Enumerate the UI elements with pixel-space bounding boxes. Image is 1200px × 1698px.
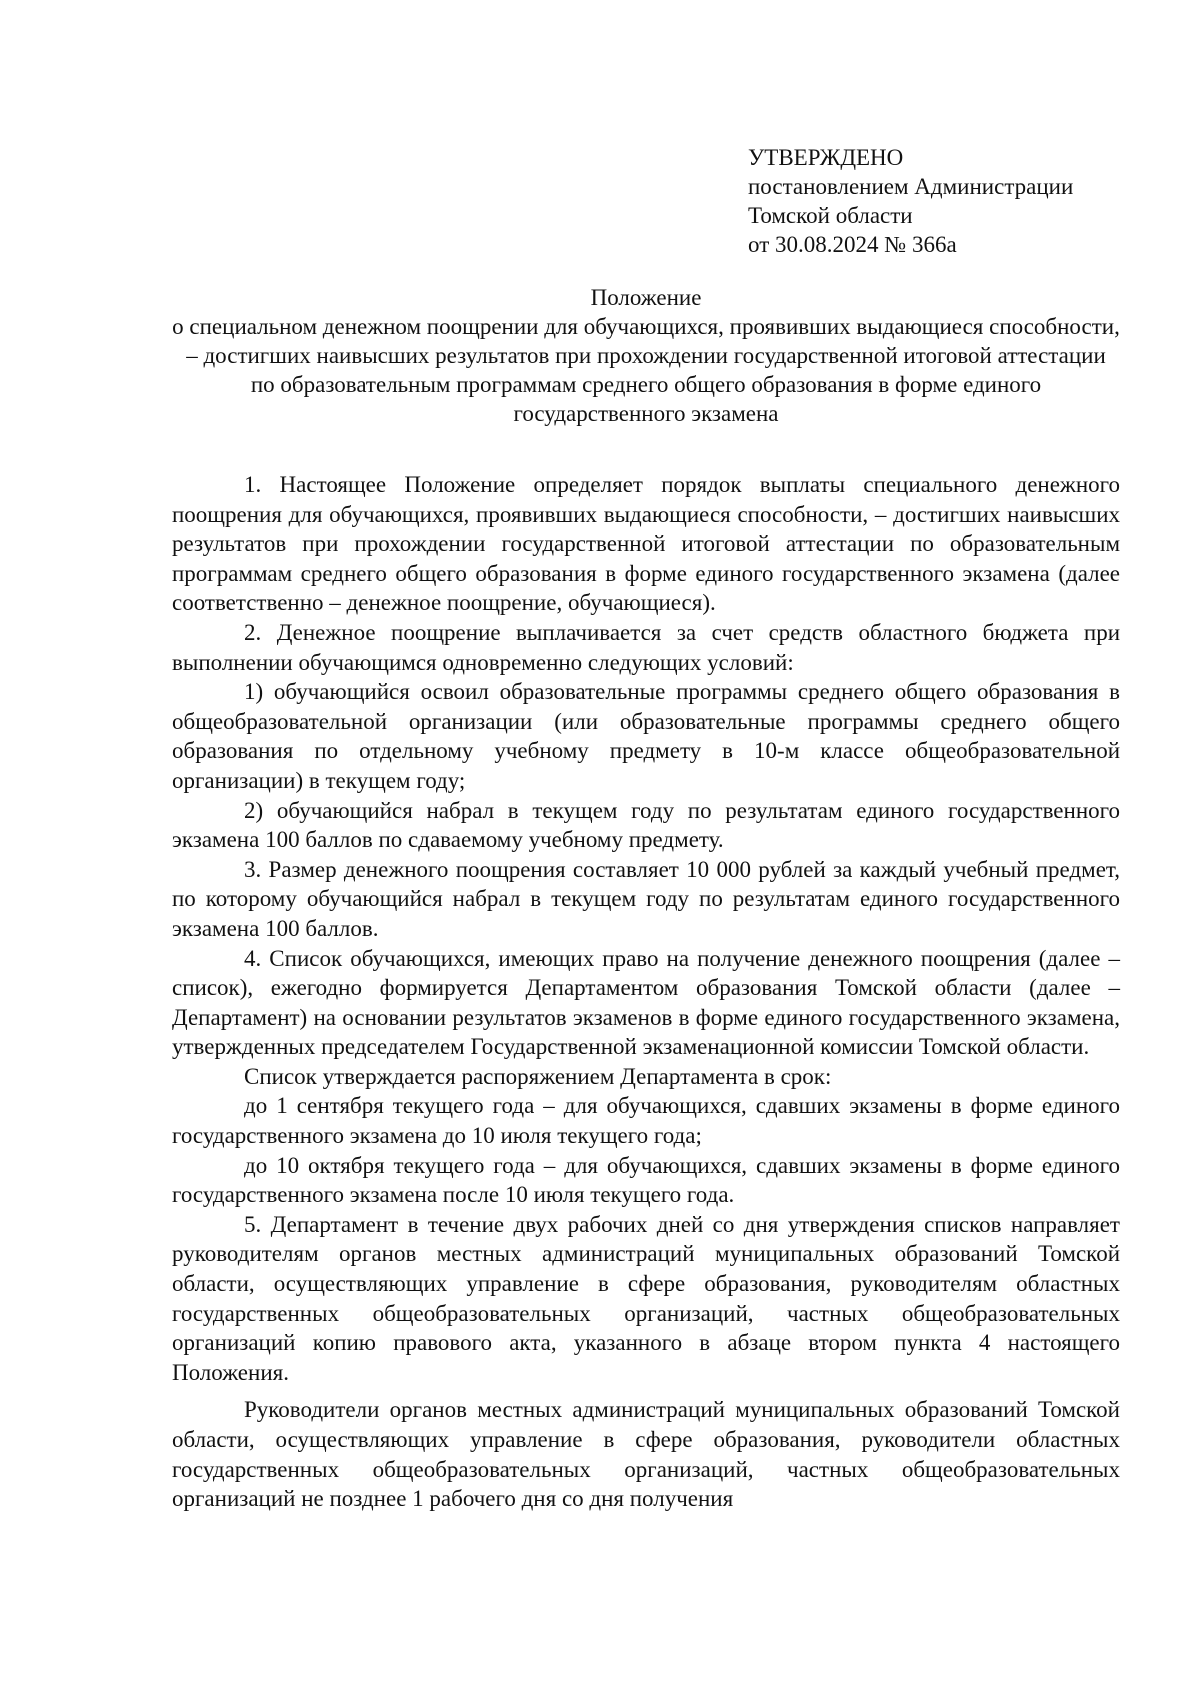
document-title-block	[172, 283, 1120, 428]
paragraph-4-deadline-2: до 10 октября текущего года – для обучающихся, сдавших экзамены в форме единого государственного экзамена после 10 июля текущего года.	[172, 1152, 1120, 1208]
paragraph-2: 2. Денежное поощрение выплачивается за счет средств областного бюджета при выполнении обучающимся одновременно следующих условий:	[172, 619, 1120, 675]
approval-stamp	[748, 143, 1073, 259]
document-title: Положение	[590, 285, 702, 310]
approval-date-number: от 30.08.2024 № 366а	[748, 232, 957, 257]
paragraph-4: 4. Список обучающихся, имеющих право на получение денежного поощрения (далее – список), ежегодно формируется Департаментом образования Томской области (далее – Департамент) на основании результатов экзаменов в форме единого государственного экзамена, утвержденных председателем Государственной экзаменационной комиссии Томской области.	[172, 945, 1120, 1060]
paragraph-4-deadline-1: до 1 сентября текущего года – для обучающихся, сдавших экзамены в форме единого государственного экзамена до 10 июля текущего года;	[172, 1093, 1120, 1149]
paragraph-1: 1. Настоящее Положение определяет порядок выплаты специального денежного поощрения для обучающихся, проявивших выдающиеся способности, – достигших наивысших результатов при прохождении государственной итоговой аттестации по образовательным программам среднего общего образования в форме единого государственного экзамена (далее соответственно – денежное поощрение, обучающиеся).	[172, 472, 1120, 616]
document-subtitle: о специальном денежном поощрении для обучающихся, проявивших выдающиеся способности, – достигших наивысших результатов при прохождении государственной итоговой аттестации по образовательным программам среднего общего образования в форме единого государственного экзамена	[172, 314, 1120, 426]
paragraph-2-condition-1: 1) обучающийся освоил образовательные программы среднего общего образования в общеобразовательной организации (или образовательные программы среднего общего образования по отдельному учебному предмету в 10-м классе общеобразовательной организации) в текущем году;	[172, 679, 1120, 793]
document-body	[172, 470, 1120, 1514]
paragraph-4-deadline-intro: Список утверждается распоряжением Департамента в срок:	[244, 1063, 832, 1089]
paragraph-3: 3. Размер денежного поощрения составляет 10 000 рублей за каждый учебный предмет, по которому обучающийся набрал в текущем году по результатам единого государственного экзамена 100 баллов.	[172, 856, 1120, 941]
paragraph-2-condition-2: 2) обучающийся набрал в текущем году по результатам единого государственного экзамена 100 баллов по сдаваемому учебному предмету.	[172, 797, 1120, 853]
approval-heading: УТВЕРЖДЕНО	[748, 145, 904, 170]
paragraph-5-continuation: Руководители органов местных администраций муниципальных образований Томской области, осуществляющих управление в сфере образования, руководители областных государственных общеобразовательных организаций, частных общеобразовательных организаций не позднее 1 рабочего дня со дня получения	[172, 1397, 1120, 1512]
approval-region: Томской области	[748, 203, 913, 228]
approval-authority: постановлением Администрации	[748, 174, 1074, 199]
paragraph-5: 5. Департамент в течение двух рабочих дней со дня утверждения списков направляет руководителям органов местных администраций муниципальных образований Томской области, осуществляющих управление в сфере образования, руководителям областных государственных общеобразовательных организаций, частных общеобразовательных организаций копию правового акта, указанного в абзаце втором пункта 4 настоящего Положения.	[172, 1211, 1120, 1385]
